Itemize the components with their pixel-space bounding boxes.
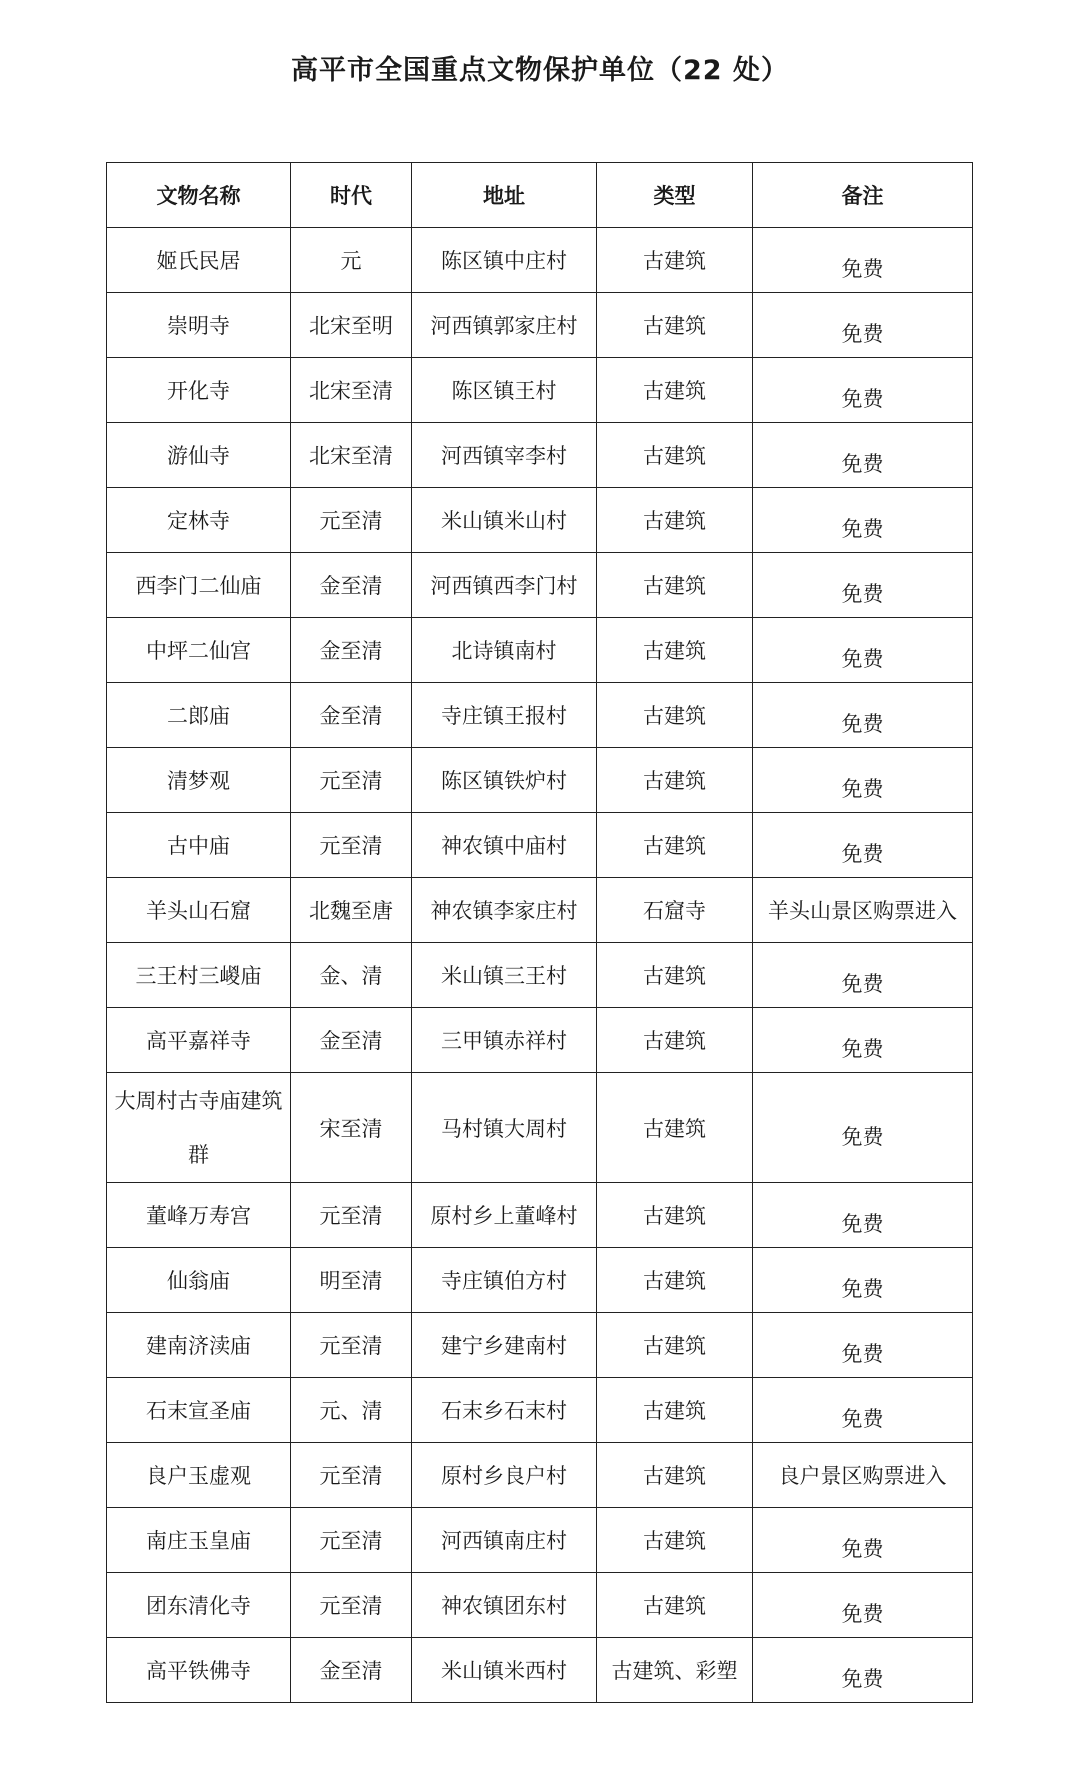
note-text: 免费 [841,712,884,736]
cell-note: 良户景区购票进入 [753,1443,973,1508]
cell-name: 崇明寺 [107,293,291,358]
table-row [107,1638,973,1703]
table-row [107,293,973,358]
table-row [107,358,973,423]
cell-era: 元至清 [291,813,412,878]
cell-name: 董峰万寿宫 [107,1183,291,1248]
cell-address: 河西镇郭家庄村 [412,293,597,358]
note-text: 免费 [841,777,884,801]
cell-note: 羊头山景区购票进入 [753,878,973,943]
cell-note [753,228,973,293]
cell-name: 高平铁佛寺 [107,1638,291,1703]
cell-era: 元至清 [291,1508,412,1573]
cell-era: 元至清 [291,1443,412,1508]
cell-era: 宋至清 [291,1073,412,1183]
cell-note [753,553,973,618]
cell-name: 建南济渎庙 [107,1313,291,1378]
cell-name: 大周村古寺庙建筑群 [107,1073,291,1183]
heritage-table [106,162,973,1703]
table-row [107,878,973,943]
note-text: 免费 [841,1037,884,1061]
note-text: 免费 [841,1667,884,1691]
cell-name: 石末宣圣庙 [107,1378,291,1443]
cell-note [753,1248,973,1313]
cell-type: 古建筑 [597,1008,753,1073]
cell-type: 古建筑 [597,813,753,878]
table-row [107,1248,973,1313]
note-text: 免费 [841,257,884,281]
cell-name: 西李门二仙庙 [107,553,291,618]
cell-address: 河西镇宰李村 [412,423,597,488]
note-text: 免费 [841,517,884,541]
table-row [107,943,973,1008]
cell-type: 古建筑 [597,358,753,423]
table-row [107,553,973,618]
cell-type: 古建筑 [597,228,753,293]
table-row [107,683,973,748]
cell-note [753,683,973,748]
cell-address: 神农镇中庙村 [412,813,597,878]
note-text: 免费 [841,1124,884,1149]
cell-type: 古建筑 [597,1183,753,1248]
note-text: 免费 [841,1602,884,1626]
cell-era: 金至清 [291,1008,412,1073]
cell-name: 二郎庙 [107,683,291,748]
cell-address: 陈区镇中庄村 [412,228,597,293]
cell-address: 石末乡石末村 [412,1378,597,1443]
cell-name: 良户玉虚观 [107,1443,291,1508]
cell-era: 北宋至明 [291,293,412,358]
table-row [107,488,973,553]
cell-address: 原村乡上董峰村 [412,1183,597,1248]
cell-note [753,813,973,878]
cell-note [753,1183,973,1248]
cell-type: 古建筑 [597,683,753,748]
cell-type: 古建筑 [597,1313,753,1378]
cell-note [753,1378,973,1443]
cell-note [753,748,973,813]
cell-era: 元至清 [291,748,412,813]
table-row [107,1573,973,1638]
cell-name: 中坪二仙宫 [107,618,291,683]
cell-note [753,618,973,683]
table-row [107,813,973,878]
note-text: 免费 [841,647,884,671]
cell-note [753,488,973,553]
cell-name: 姬氏民居 [107,228,291,293]
cell-name: 羊头山石窟 [107,878,291,943]
cell-name: 古中庙 [107,813,291,878]
cell-address: 陈区镇铁炉村 [412,748,597,813]
cell-note [753,1573,973,1638]
cell-note [753,1073,973,1183]
cell-note [753,1638,973,1703]
note-text: 免费 [841,322,884,346]
note-text: 免费 [841,1342,884,1366]
cell-type: 古建筑 [597,1443,753,1508]
table-row [107,1508,973,1573]
table-row [107,423,973,488]
table-row [107,228,973,293]
cell-era: 元至清 [291,1573,412,1638]
cell-address: 建宁乡建南村 [412,1313,597,1378]
cell-type: 古建筑 [597,1573,753,1638]
note-text: 免费 [841,452,884,476]
cell-address: 寺庄镇王报村 [412,683,597,748]
note-text: 免费 [841,842,884,866]
cell-address: 寺庄镇伯方村 [412,1248,597,1313]
cell-type: 古建筑 [597,1248,753,1313]
cell-address: 神农镇李家庄村 [412,878,597,943]
table-row [107,1313,973,1378]
cell-type: 古建筑 [597,1378,753,1443]
cell-name: 团东清化寺 [107,1573,291,1638]
cell-type: 古建筑 [597,618,753,683]
cell-era: 金至清 [291,618,412,683]
cell-type: 古建筑 [597,1073,753,1183]
cell-address: 河西镇西李门村 [412,553,597,618]
cell-address: 三甲镇赤祥村 [412,1008,597,1073]
cell-era: 明至清 [291,1248,412,1313]
cell-note [753,423,973,488]
cell-era: 元、清 [291,1378,412,1443]
cell-name: 南庄玉皇庙 [107,1508,291,1573]
note-text: 免费 [841,972,884,996]
cell-type: 古建筑、彩塑 [597,1638,753,1703]
table-body [107,228,973,1703]
cell-era: 北魏至唐 [291,878,412,943]
cell-type: 古建筑 [597,293,753,358]
cell-era: 金至清 [291,683,412,748]
cell-address: 河西镇南庄村 [412,1508,597,1573]
cell-name: 游仙寺 [107,423,291,488]
cell-name: 清梦观 [107,748,291,813]
cell-era: 金、清 [291,943,412,1008]
cell-address: 原村乡良户村 [412,1443,597,1508]
cell-era: 元 [291,228,412,293]
cell-address: 米山镇三王村 [412,943,597,1008]
table-row [107,618,973,683]
cell-name: 仙翁庙 [107,1248,291,1313]
cell-note [753,293,973,358]
note-text: 免费 [841,1407,884,1431]
cell-type: 古建筑 [597,423,753,488]
cell-note [753,1313,973,1378]
cell-type: 古建筑 [597,943,753,1008]
cell-name: 高平嘉祥寺 [107,1008,291,1073]
cell-era: 元至清 [291,1313,412,1378]
table-row [107,748,973,813]
cell-address: 马村镇大周村 [412,1073,597,1183]
cell-name: 定林寺 [107,488,291,553]
cell-era: 北宋至清 [291,358,412,423]
cell-type: 古建筑 [597,748,753,813]
table-row [107,1443,973,1508]
header-era: 时代 [291,163,412,228]
cell-address: 北诗镇南村 [412,618,597,683]
cell-note [753,1008,973,1073]
note-text: 免费 [841,1277,884,1301]
note-text: 免费 [841,1212,884,1236]
cell-note [753,943,973,1008]
header-type: 类型 [597,163,753,228]
cell-type: 古建筑 [597,1508,753,1573]
cell-era: 元至清 [291,488,412,553]
cell-era: 金至清 [291,553,412,618]
cell-name: 三王村三嵕庙 [107,943,291,1008]
note-text: 免费 [841,387,884,411]
cell-address: 陈区镇王村 [412,358,597,423]
cell-note [753,1508,973,1573]
cell-type: 古建筑 [597,488,753,553]
cell-address: 神农镇团东村 [412,1573,597,1638]
note-text: 免费 [841,1537,884,1561]
table-row [107,1008,973,1073]
cell-type: 石窟寺 [597,878,753,943]
cell-era: 北宋至清 [291,423,412,488]
header-address: 地址 [412,163,597,228]
page-title: 高平市全国重点文物保护单位（22 处） [291,55,789,86]
note-text: 免费 [841,582,884,606]
cell-era: 元至清 [291,1183,412,1248]
table-row [107,1073,973,1183]
table-header-row [107,163,973,228]
header-name: 文物名称 [107,163,291,228]
cell-note [753,358,973,423]
table-row [107,1183,973,1248]
cell-era: 金至清 [291,1638,412,1703]
table-row [107,1378,973,1443]
header-note: 备注 [753,163,973,228]
cell-address: 米山镇米山村 [412,488,597,553]
cell-address: 米山镇米西村 [412,1638,597,1703]
cell-name: 开化寺 [107,358,291,423]
cell-type: 古建筑 [597,553,753,618]
